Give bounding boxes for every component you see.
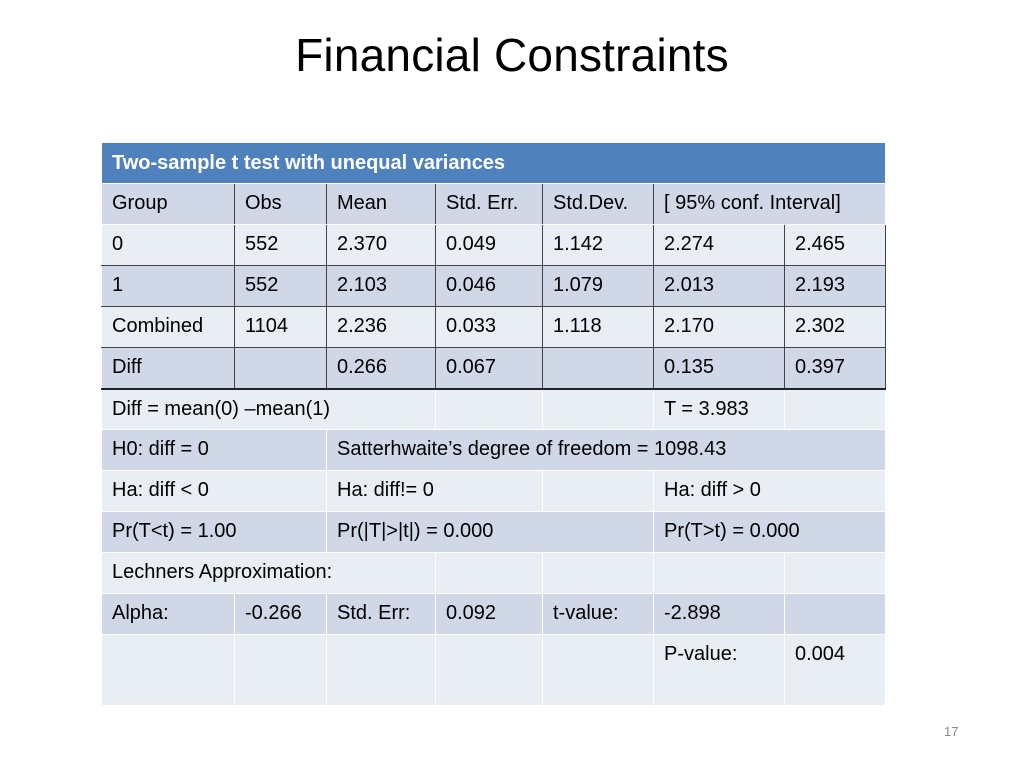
table-cell bbox=[543, 553, 654, 594]
table-caption-row bbox=[102, 143, 886, 184]
table-cell: 0.135 bbox=[654, 348, 785, 389]
table-cell: Pr(|T|>|t|) = 0.000 bbox=[327, 512, 654, 553]
table-cell: -2.898 bbox=[654, 594, 785, 635]
table-cell: Ha: diff > 0 bbox=[654, 471, 886, 512]
table-cell: 552 bbox=[235, 225, 327, 266]
page-number: 17 bbox=[944, 724, 959, 739]
table-cell: 0.033 bbox=[436, 307, 543, 348]
table-cell: 2.193 bbox=[785, 266, 886, 307]
table-cell: T = 3.983 bbox=[654, 389, 785, 430]
table-cell: 2.170 bbox=[654, 307, 785, 348]
table-cell: 1104 bbox=[235, 307, 327, 348]
table-cell: 0.067 bbox=[436, 348, 543, 389]
table-cell: -0.266 bbox=[235, 594, 327, 635]
table-cell bbox=[436, 635, 543, 706]
table-cell: 2.465 bbox=[785, 225, 886, 266]
table-cell: 0.266 bbox=[327, 348, 436, 389]
table-cell bbox=[436, 389, 543, 430]
table-cell bbox=[785, 553, 886, 594]
table-caption: Two-sample t test with unequal variances bbox=[102, 143, 886, 184]
table-cell: t-value: bbox=[543, 594, 654, 635]
slide-title: Financial Constraints bbox=[295, 29, 729, 81]
table-cell: 2.236 bbox=[327, 307, 436, 348]
table-cell bbox=[543, 635, 654, 706]
table-cell: P-value: bbox=[654, 635, 785, 706]
table-cell: H0: diff = 0 bbox=[102, 430, 327, 471]
table-cell: 1.142 bbox=[543, 225, 654, 266]
column-header: Group bbox=[102, 184, 235, 225]
table-cell: 552 bbox=[235, 266, 327, 307]
table-cell: Diff bbox=[102, 348, 235, 389]
table-cell: Std. Err: bbox=[327, 594, 436, 635]
table-cell: 2.013 bbox=[654, 266, 785, 307]
table-cell bbox=[102, 635, 235, 706]
table-row bbox=[102, 635, 886, 706]
table-cell bbox=[235, 348, 327, 389]
table-cell bbox=[327, 635, 436, 706]
column-header: [ 95% conf. Interval] bbox=[654, 184, 886, 225]
table-cell bbox=[543, 389, 654, 430]
table-row bbox=[102, 225, 886, 266]
table-cell: 0 bbox=[102, 225, 235, 266]
table-cell bbox=[436, 553, 543, 594]
table-cell: Diff = mean(0) –mean(1) bbox=[102, 389, 436, 430]
table-cell: 0.049 bbox=[436, 225, 543, 266]
table-cell: 1 bbox=[102, 266, 235, 307]
table-cell bbox=[543, 348, 654, 389]
table-cell bbox=[543, 471, 654, 512]
table-cell bbox=[785, 594, 886, 635]
table-row bbox=[102, 307, 886, 348]
table-cell: 2.302 bbox=[785, 307, 886, 348]
table-cell: Ha: diff!= 0 bbox=[327, 471, 543, 512]
table-cell: Combined bbox=[102, 307, 235, 348]
table-cell bbox=[654, 553, 785, 594]
table-cell: 2.274 bbox=[654, 225, 785, 266]
table-row bbox=[102, 512, 886, 553]
table-row bbox=[102, 389, 886, 430]
table-row bbox=[102, 594, 886, 635]
column-header: Std. Err. bbox=[436, 184, 543, 225]
table-cell bbox=[785, 389, 886, 430]
table-row bbox=[102, 553, 886, 594]
table-row bbox=[102, 430, 886, 471]
table-cell: Pr(T>t) = 0.000 bbox=[654, 512, 886, 553]
table-cell: Alpha: bbox=[102, 594, 235, 635]
table-cell: 0.046 bbox=[436, 266, 543, 307]
table-cell: 0.092 bbox=[436, 594, 543, 635]
column-header: Mean bbox=[327, 184, 436, 225]
table-cell: Ha: diff < 0 bbox=[102, 471, 327, 512]
column-header: Obs bbox=[235, 184, 327, 225]
table-cell: Lechners Approximation: bbox=[102, 553, 436, 594]
table-row bbox=[102, 266, 886, 307]
table-cell: Satterhwaite’s degree of freedom = 1098.43 bbox=[327, 430, 886, 471]
table-cell bbox=[235, 635, 327, 706]
table-cell: Pr(T<t) = 1.00 bbox=[102, 512, 327, 553]
table-cell: 1.118 bbox=[543, 307, 654, 348]
table-cell: 0.004 bbox=[785, 635, 886, 706]
table-row bbox=[102, 471, 886, 512]
table-cell: 0.397 bbox=[785, 348, 886, 389]
table-row bbox=[102, 348, 886, 389]
t-test-table bbox=[101, 142, 886, 706]
column-header: Std.Dev. bbox=[543, 184, 654, 225]
table-cell: 1.079 bbox=[543, 266, 654, 307]
table-cell: 2.370 bbox=[327, 225, 436, 266]
table-cell: 2.103 bbox=[327, 266, 436, 307]
column-header-row bbox=[102, 184, 886, 225]
